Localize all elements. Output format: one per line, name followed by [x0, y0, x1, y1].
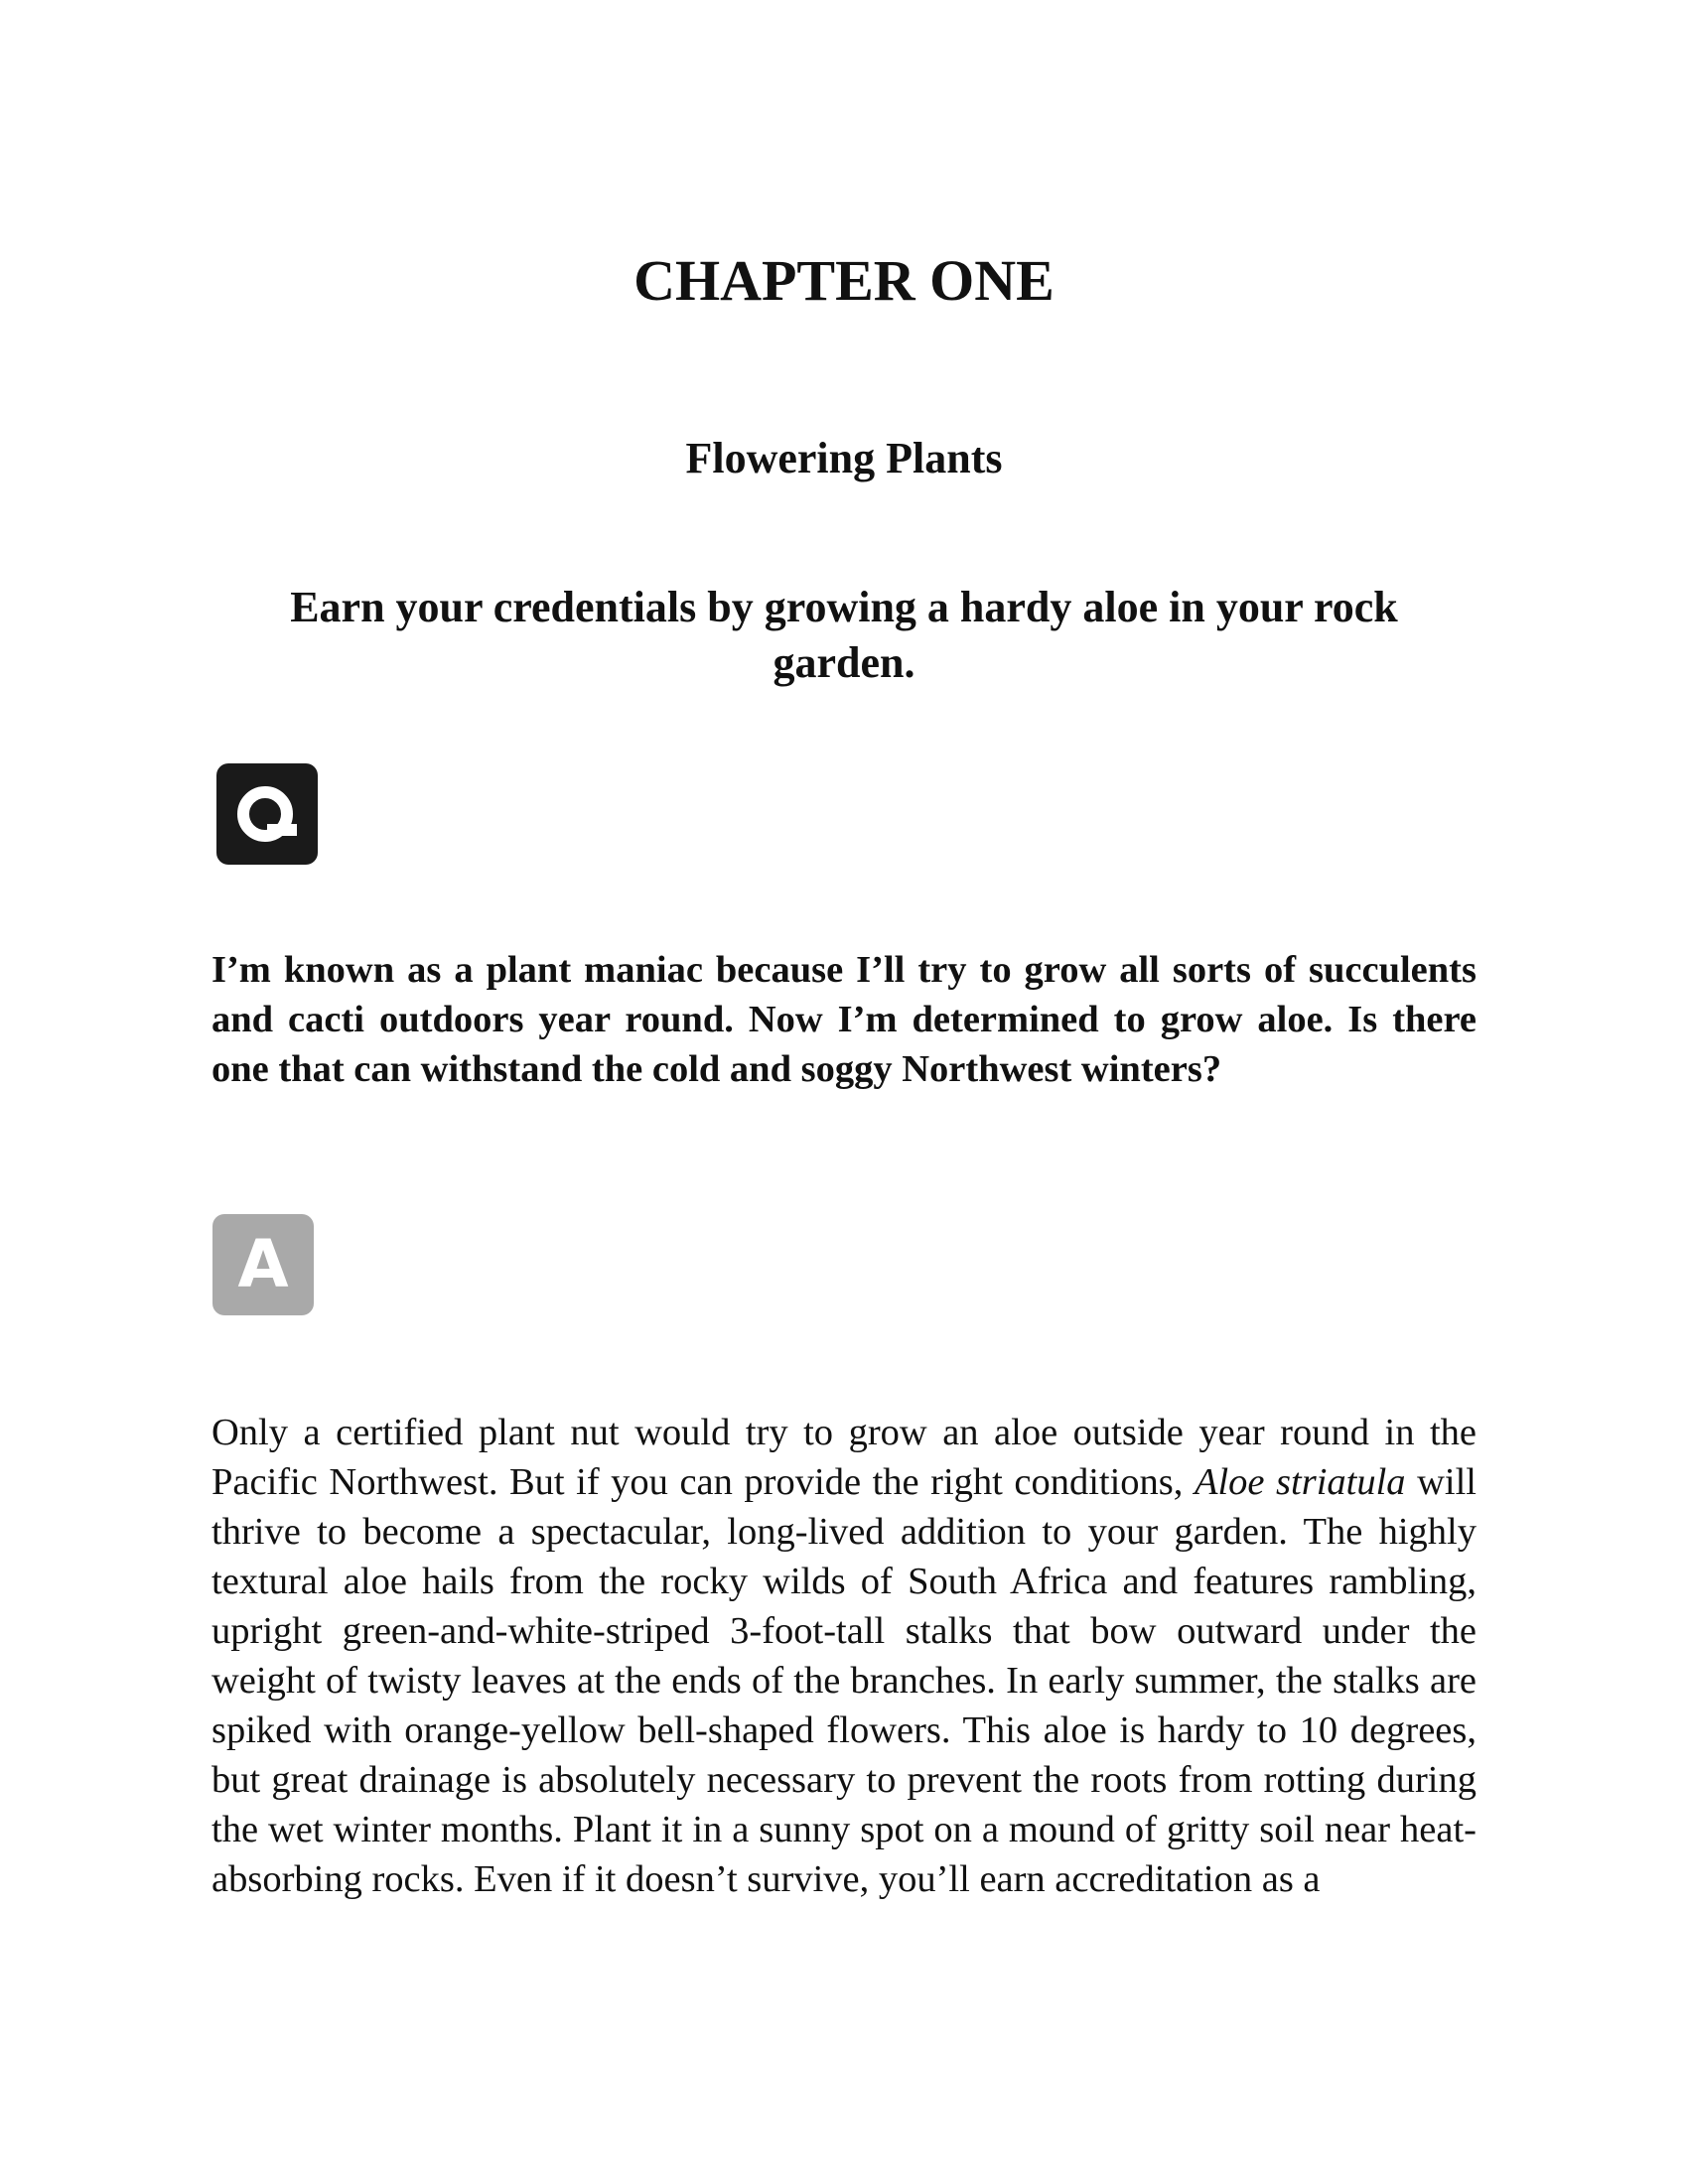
section-title: Flowering Plants — [685, 434, 1003, 482]
chapter-subtitle: Earn your credentials by growing a hardy aloe in your rock garden. — [290, 583, 1398, 687]
answer-text-part-2: will thrive to become a spectacular, long-lived addition to your garden. The highly textural aloe hails from the rocky wilds of South Africa and features rambling, upright green-and-white-striped 3-foot-tall stalks that bow outward under the weight of twisty leaves at the ends of the branches. In early summer, the stalks are spiked with orange-yellow bell-shaped flowers. This aloe is hardy to 10 degrees, but great drainage is absolutely necessary to prevent the roots from rotting during the wet winter months. Plant it in a sunny spot on a mound of gritty soil near heat-absorbing rocks. Even if it doesn’t survive, you’ll earn accreditation as a — [211, 1461, 1477, 1900]
question-letter-glyph — [227, 774, 307, 854]
question-letter-icon — [216, 763, 318, 865]
chapter-title: CHAPTER ONE — [633, 248, 1055, 313]
answer-species-name: Aloe striatula — [1194, 1461, 1406, 1503]
question-text: I’m known as a plant maniac because I’ll try to grow all sorts of succulents and cacti outdoors year round. Now I’m determined to grow aloe. Is there one that can withstand the cold and soggy Northwest winters? — [211, 949, 1477, 1090]
answer-text — [211, 1408, 1477, 1904]
answer-letter-icon: A — [212, 1214, 314, 1315]
answer-text-part-1: Only a certified plant nut would try to grow an aloe outside year round in the Pacific Northwest. But if you can provide the right conditions, — [211, 1412, 1477, 1503]
